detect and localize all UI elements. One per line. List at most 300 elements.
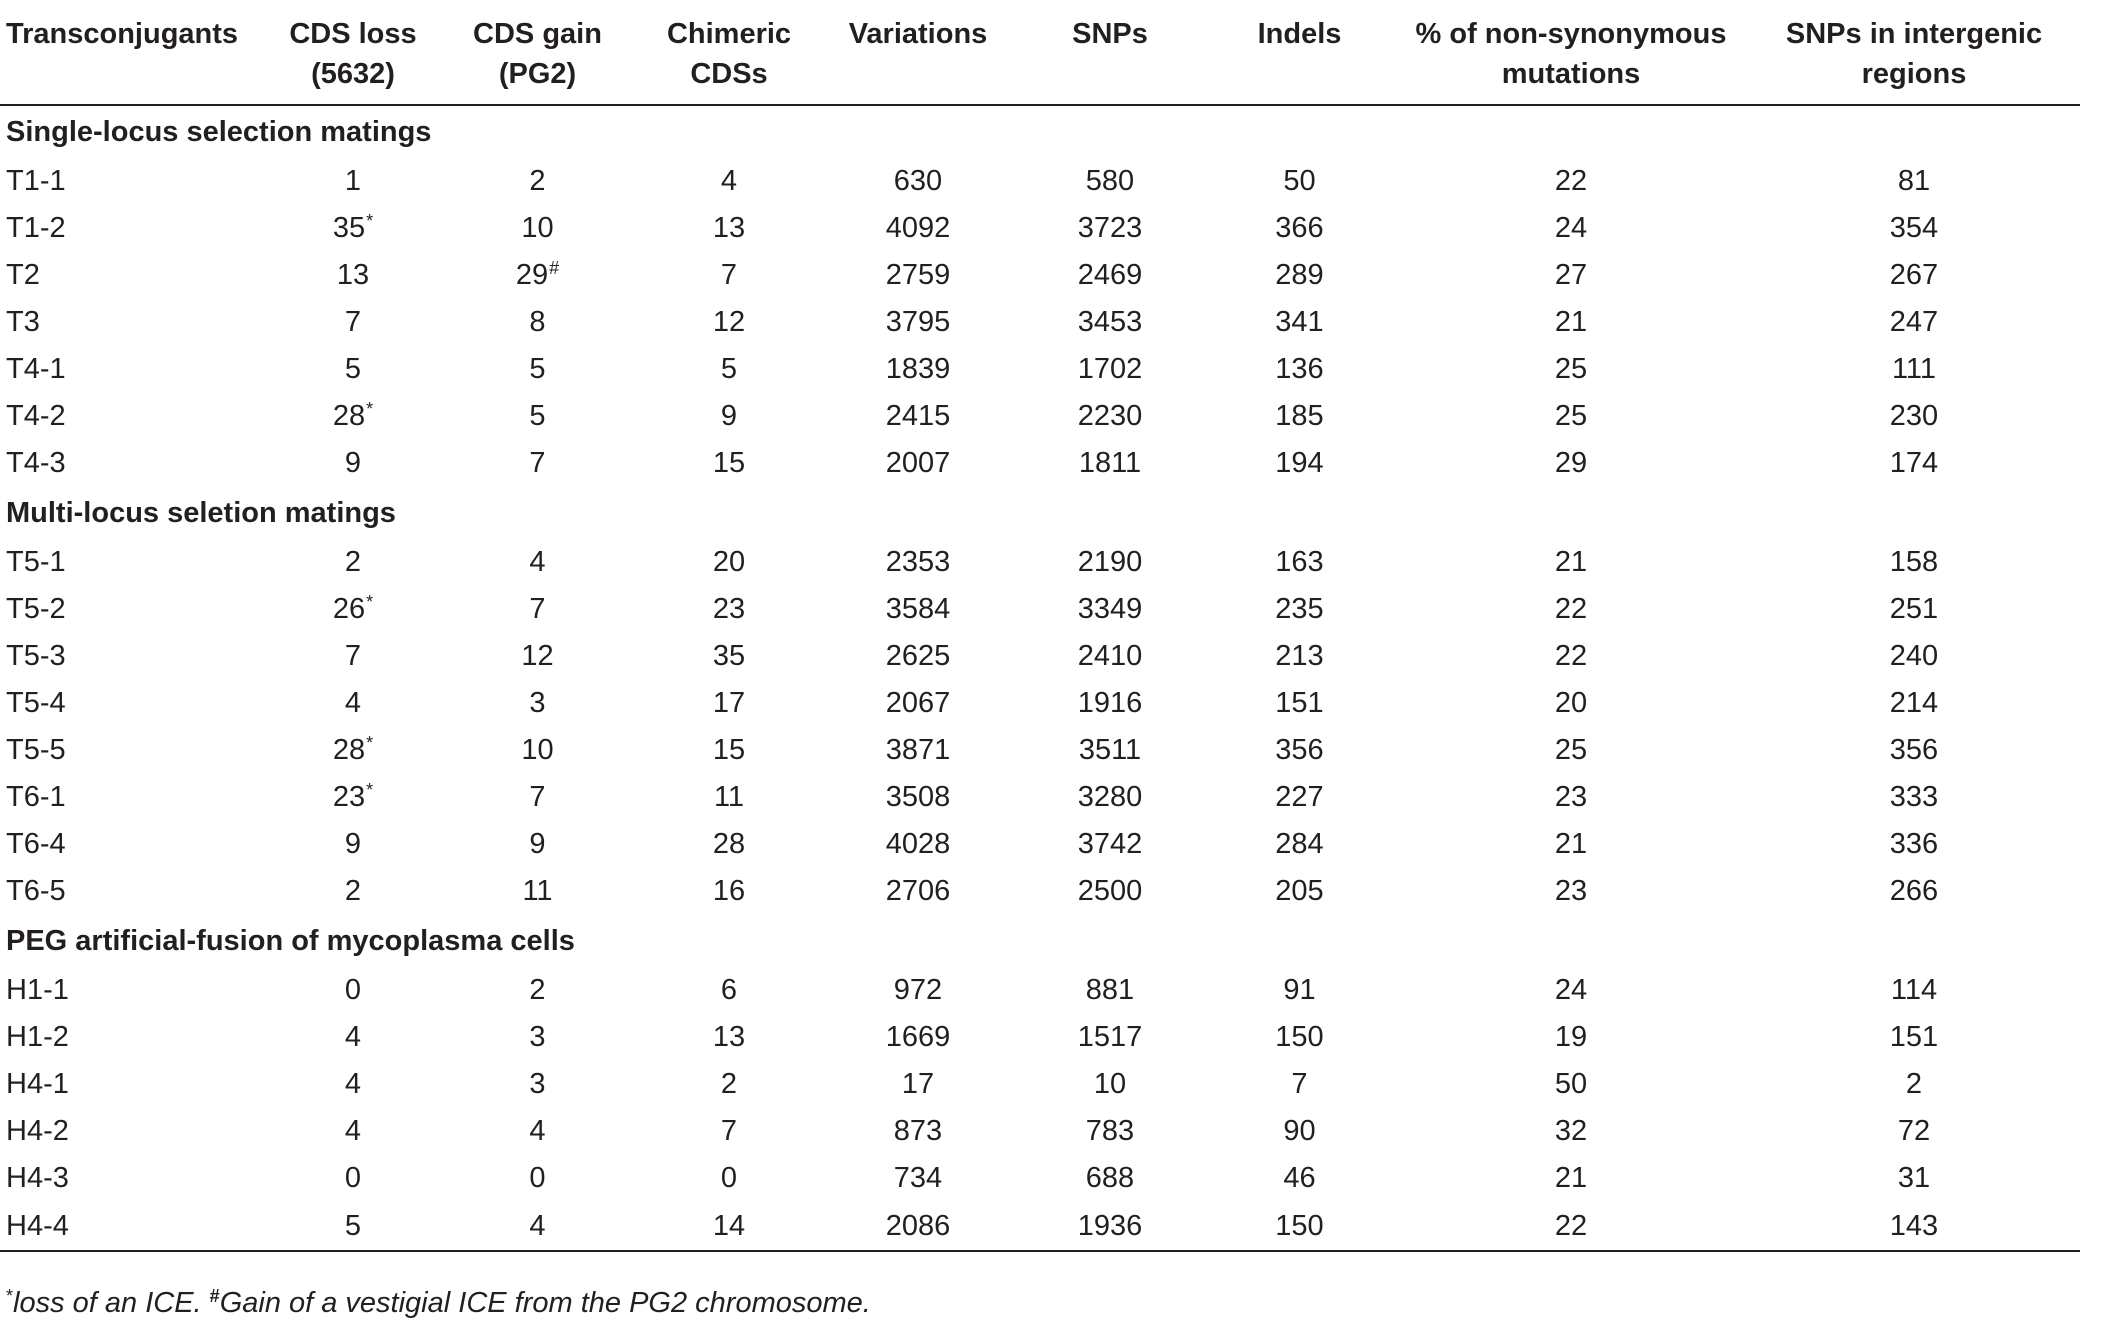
cell-variations: [821, 967, 1015, 1014]
cell-value: 25: [1554, 400, 1588, 432]
footnote-marker: *: [366, 211, 374, 231]
cell-cds-gain: [438, 1061, 637, 1108]
cell-transconjugant: [0, 252, 268, 299]
cell-value: 5: [344, 1209, 362, 1242]
cell-indels: [1205, 1061, 1394, 1108]
table-row: [0, 680, 2080, 727]
cell-value: 4: [529, 546, 546, 578]
table-row: [0, 727, 2080, 774]
section-title: Multi-locus seletion matings: [6, 496, 396, 529]
cell-value: 72: [1897, 1115, 1931, 1147]
cell-value: 29: [1554, 447, 1588, 479]
cell-indels: [1205, 440, 1394, 487]
cell-indels: [1205, 868, 1394, 915]
cell-value: 151: [1275, 687, 1324, 719]
cell-value: 284: [1275, 828, 1324, 860]
cell-indels: [1205, 1108, 1394, 1155]
cell-snps: [1015, 440, 1205, 487]
cell-non-synonymous-pct: [1394, 1155, 1748, 1202]
cell-value: 4: [720, 165, 738, 197]
table-footnote: [6, 1287, 871, 1320]
cell-cds-gain: [438, 774, 637, 821]
cell-value: 580: [1085, 165, 1135, 197]
cell-intergenic-snps: [1748, 252, 2080, 299]
cell-non-synonymous-pct: [1394, 158, 1748, 205]
cell-cds-loss: [268, 680, 438, 727]
cell-transconjugant: [0, 1014, 268, 1061]
cell-intergenic-snps: [1748, 1155, 2080, 1202]
cell-intergenic-snps: [1748, 821, 2080, 868]
cell-intergenic-snps: [1748, 205, 2080, 252]
cell-cds-loss: [268, 252, 438, 299]
cell-value: 4: [344, 1115, 362, 1147]
cell-value: 213: [1275, 640, 1324, 672]
cell-value: 2086: [885, 1209, 951, 1242]
table-body: [0, 105, 2080, 1251]
cell-indels: [1205, 393, 1394, 440]
footnote-text-ice-gain: Gain of a vestigial ICE from the PG2 chromosome.: [219, 1287, 871, 1319]
cell-value: 2410: [1077, 640, 1143, 672]
cell-value: 13: [712, 212, 746, 244]
footnote-marker: *: [366, 592, 374, 612]
section-title: PEG artificial-fusion of mycoplasma cells: [6, 924, 575, 957]
cell-value: 2500: [1077, 875, 1143, 907]
cell-value: 15: [712, 734, 746, 766]
cell-chimeric-cdss: [637, 727, 821, 774]
cell-value: 20: [712, 546, 746, 578]
table-row: [0, 393, 2080, 440]
cell-value: T5-2: [6, 593, 66, 625]
cell-value: 22: [1554, 640, 1588, 672]
table-row: [0, 1014, 2080, 1061]
cell-value: 2: [529, 974, 546, 1006]
cell-value: 7: [529, 447, 546, 479]
cell-value: 3723: [1077, 212, 1143, 244]
cell-value: 4: [344, 1068, 362, 1100]
cell-value: 881: [1085, 974, 1135, 1006]
cell-cds-loss: [268, 868, 438, 915]
column-header-transconjugants: Transconjugants: [0, 0, 268, 105]
cell-value: 0: [720, 1162, 738, 1194]
cell-chimeric-cdss: [637, 586, 821, 633]
cell-indels: [1205, 821, 1394, 868]
cell-variations: [821, 1061, 1015, 1108]
cell-indels: [1205, 680, 1394, 727]
table-row: [0, 1155, 2080, 1202]
cell-cds-gain: [438, 680, 637, 727]
cell-value: 10: [1093, 1068, 1127, 1100]
column-header-snps: SNPs: [1015, 0, 1205, 105]
cell-variations: [821, 868, 1015, 915]
cell-cds-gain: [438, 1108, 637, 1155]
cell-value: 341: [1275, 306, 1324, 338]
cell-value: 2: [720, 1068, 738, 1100]
cell-cds-gain: [438, 158, 637, 205]
cell-value: 3: [529, 687, 546, 719]
column-header-chimeric-cdss: Chimeric CDSs: [637, 0, 821, 105]
cell-chimeric-cdss: [637, 252, 821, 299]
cell-value: 2706: [885, 875, 951, 907]
cell-snps: [1015, 205, 1205, 252]
cell-variations: [821, 205, 1015, 252]
cell-value: 3871: [885, 734, 951, 766]
cell-non-synonymous-pct: [1394, 680, 1748, 727]
cell-snps: [1015, 539, 1205, 586]
cell-value: 28: [712, 828, 746, 860]
cell-value: 27: [1554, 259, 1588, 291]
cell-transconjugant: [0, 586, 268, 633]
cell-value: 50: [1283, 165, 1316, 197]
cell-value: 4: [344, 1021, 362, 1053]
cell-variations: [821, 821, 1015, 868]
cell-intergenic-snps: [1748, 393, 2080, 440]
footnote-marker: *: [366, 780, 374, 800]
cell-cds-gain: [438, 1202, 637, 1251]
cell-value: 9: [344, 447, 362, 479]
cell-value: 28: [332, 734, 366, 766]
cell-chimeric-cdss: [637, 1014, 821, 1061]
cell-value: H4-2: [6, 1115, 69, 1147]
column-header-cds-loss: CDS loss (5632): [268, 0, 438, 105]
cell-value: 194: [1275, 447, 1324, 479]
cell-indels: [1205, 727, 1394, 774]
cell-value: 2: [344, 546, 362, 578]
cell-value: 2469: [1077, 259, 1143, 291]
table-row: [0, 586, 2080, 633]
cell-intergenic-snps: [1748, 967, 2080, 1014]
column-header-intergenic-snps: SNPs in intergenic regions: [1748, 0, 2080, 105]
table-row: [0, 1061, 2080, 1108]
cell-variations: [821, 1155, 1015, 1202]
footnote-marker: #: [549, 258, 560, 278]
cell-value: H4-3: [6, 1162, 69, 1194]
cell-indels: [1205, 774, 1394, 821]
cell-value: 23: [712, 593, 746, 625]
cell-value: T1-2: [6, 212, 66, 244]
cell-value: 21: [1554, 1162, 1588, 1194]
cell-value: H1-1: [6, 974, 69, 1006]
cell-value: 158: [1889, 546, 1939, 578]
cell-value: 23: [332, 781, 366, 813]
cell-value: 289: [1275, 259, 1324, 291]
cell-cds-gain: [438, 440, 637, 487]
footnote-marker: *: [366, 399, 374, 419]
cell-value: 174: [1889, 447, 1939, 479]
cell-value: 336: [1889, 828, 1939, 860]
cell-chimeric-cdss: [637, 299, 821, 346]
cell-indels: [1205, 158, 1394, 205]
cell-value: 1669: [885, 1021, 951, 1053]
cell-value: 2: [529, 165, 546, 197]
cell-value: 354: [1889, 212, 1939, 244]
cell-transconjugant: [0, 299, 268, 346]
cell-transconjugant: [0, 1108, 268, 1155]
cell-value: 81: [1897, 165, 1931, 197]
cell-value: 1517: [1077, 1021, 1143, 1053]
cell-snps: [1015, 252, 1205, 299]
cell-cds-loss: [268, 1014, 438, 1061]
cell-snps: [1015, 1155, 1205, 1202]
cell-intergenic-snps: [1748, 440, 2080, 487]
cell-value: 0: [344, 974, 362, 1006]
cell-value: 8: [529, 306, 546, 338]
cell-indels: [1205, 252, 1394, 299]
cell-value: 247: [1889, 306, 1939, 338]
cell-snps: [1015, 1202, 1205, 1251]
cell-value: 783: [1085, 1115, 1135, 1147]
cell-value: 150: [1275, 1209, 1324, 1242]
cell-value: 111: [1891, 353, 1937, 385]
cell-cds-gain: [438, 967, 637, 1014]
cell-cds-loss: [268, 633, 438, 680]
cell-non-synonymous-pct: [1394, 346, 1748, 393]
cell-value: 46: [1283, 1162, 1316, 1194]
cell-intergenic-snps: [1748, 774, 2080, 821]
cell-value: 22: [1554, 165, 1588, 197]
cell-value: 2759: [885, 259, 951, 291]
cell-value: 22: [1554, 1209, 1588, 1242]
cell-variations: [821, 1202, 1015, 1251]
cell-non-synonymous-pct: [1394, 633, 1748, 680]
cell-non-synonymous-pct: [1394, 727, 1748, 774]
cell-value: 136: [1275, 353, 1324, 385]
cell-value: 11: [522, 875, 553, 907]
footnote-text-ice-loss: loss of an ICE.: [13, 1287, 210, 1319]
cell-snps: [1015, 346, 1205, 393]
cell-snps: [1015, 727, 1205, 774]
cell-value: 5: [529, 353, 546, 385]
cell-value: 356: [1275, 734, 1324, 766]
cell-intergenic-snps: [1748, 1061, 2080, 1108]
cell-value: 3280: [1077, 781, 1143, 813]
cell-snps: [1015, 158, 1205, 205]
cell-value: 17: [901, 1068, 935, 1100]
cell-non-synonymous-pct: [1394, 586, 1748, 633]
cell-intergenic-snps: [1748, 158, 2080, 205]
cell-variations: [821, 727, 1015, 774]
cell-chimeric-cdss: [637, 346, 821, 393]
cell-intergenic-snps: [1748, 346, 2080, 393]
cell-transconjugant: [0, 967, 268, 1014]
cell-value: 90: [1283, 1115, 1316, 1147]
cell-value: 333: [1889, 781, 1939, 813]
cell-transconjugant: [0, 774, 268, 821]
cell-snps: [1015, 967, 1205, 1014]
cell-value: T6-1: [6, 781, 66, 813]
cell-value: H4-1: [6, 1068, 69, 1100]
cell-cds-loss: [268, 539, 438, 586]
cell-value: 50: [1554, 1068, 1588, 1100]
table-row: [0, 868, 2080, 915]
cell-value: 9: [720, 400, 738, 432]
cell-chimeric-cdss: [637, 774, 821, 821]
cell-cds-gain: [438, 539, 637, 586]
cell-value: 26: [332, 593, 366, 625]
cell-cds-loss: [268, 205, 438, 252]
cell-value: 25: [1554, 734, 1588, 766]
cell-transconjugant: [0, 539, 268, 586]
cell-value: 1811: [1078, 447, 1142, 479]
cell-value: 1916: [1077, 687, 1143, 719]
cell-cds-gain: [438, 205, 637, 252]
cell-chimeric-cdss: [637, 821, 821, 868]
cell-transconjugant: [0, 1155, 268, 1202]
cell-value: 734: [893, 1162, 943, 1194]
cell-value: 0: [529, 1162, 546, 1194]
cell-indels: [1205, 205, 1394, 252]
cell-value: 2625: [885, 640, 951, 672]
cell-cds-loss: [268, 727, 438, 774]
cell-value: 214: [1889, 687, 1939, 719]
cell-non-synonymous-pct: [1394, 1108, 1748, 1155]
cell-indels: [1205, 299, 1394, 346]
cell-non-synonymous-pct: [1394, 774, 1748, 821]
cell-chimeric-cdss: [637, 633, 821, 680]
cell-transconjugant: [0, 633, 268, 680]
cell-value: 1839: [885, 353, 951, 385]
cell-value: 17: [712, 687, 746, 719]
table-row: [0, 205, 2080, 252]
footnote-mark-asterisk: *: [6, 1286, 14, 1306]
cell-non-synonymous-pct: [1394, 440, 1748, 487]
cell-value: 2415: [885, 400, 951, 432]
cell-cds-gain: [438, 346, 637, 393]
cell-value: 873: [893, 1115, 943, 1147]
cell-value: 3: [529, 1068, 546, 1100]
cell-cds-gain: [438, 586, 637, 633]
cell-value: T2: [6, 259, 40, 291]
cell-value: 25: [1554, 353, 1588, 385]
cell-indels: [1205, 967, 1394, 1014]
cell-snps: [1015, 299, 1205, 346]
cell-value: 7: [720, 259, 738, 291]
cell-value: 366: [1275, 212, 1324, 244]
cell-value: 4: [344, 687, 362, 719]
cell-transconjugant: [0, 346, 268, 393]
column-header-cds-gain: CDS gain (PG2): [438, 0, 637, 105]
cell-value: T4-2: [6, 400, 66, 432]
cell-value: T5-1: [6, 546, 66, 578]
cell-variations: [821, 1014, 1015, 1061]
cell-value: T4-3: [6, 447, 66, 479]
cell-value: 6: [720, 974, 738, 1006]
cell-cds-loss: [268, 158, 438, 205]
cell-intergenic-snps: [1748, 1108, 2080, 1155]
cell-intergenic-snps: [1748, 1014, 2080, 1061]
cell-value: 4: [529, 1115, 546, 1147]
cell-indels: [1205, 633, 1394, 680]
cell-value: 22: [1554, 593, 1588, 625]
cell-transconjugant: [0, 680, 268, 727]
cell-value: 24: [1554, 974, 1588, 1006]
cell-intergenic-snps: [1748, 539, 2080, 586]
cell-cds-gain: [438, 1155, 637, 1202]
cell-value: 10: [521, 734, 554, 766]
section-row: [0, 915, 2080, 967]
cell-value: 0: [344, 1162, 362, 1194]
cell-value: T5-4: [6, 687, 66, 719]
cell-intergenic-snps: [1748, 299, 2080, 346]
cell-intergenic-snps: [1748, 586, 2080, 633]
cell-value: 185: [1275, 400, 1324, 432]
cell-snps: [1015, 774, 1205, 821]
cell-transconjugant: [0, 1202, 268, 1251]
cell-value: 230: [1889, 400, 1939, 432]
cell-indels: [1205, 586, 1394, 633]
cell-value: 4028: [885, 828, 951, 860]
cell-cds-loss: [268, 1202, 438, 1251]
cell-cds-gain: [438, 633, 637, 680]
cell-cds-loss: [268, 393, 438, 440]
cell-value: 2: [344, 875, 362, 907]
cell-chimeric-cdss: [637, 680, 821, 727]
cell-value: H1-2: [6, 1021, 69, 1053]
cell-non-synonymous-pct: [1394, 1061, 1748, 1108]
cell-value: 7: [344, 306, 362, 338]
table-row: [0, 1202, 2080, 1251]
cell-indels: [1205, 1155, 1394, 1202]
cell-variations: [821, 393, 1015, 440]
cell-value: 14: [712, 1209, 746, 1242]
cell-value: 9: [344, 828, 362, 860]
cell-value: 3584: [885, 593, 951, 625]
table-row: [0, 252, 2080, 299]
cell-value: 7: [1291, 1068, 1308, 1100]
cell-value: 21: [1554, 306, 1588, 338]
cell-value: 267: [1889, 259, 1939, 291]
cell-chimeric-cdss: [637, 440, 821, 487]
cell-cds-loss: [268, 440, 438, 487]
cell-value: 2067: [885, 687, 951, 719]
cell-snps: [1015, 680, 1205, 727]
cell-chimeric-cdss: [637, 1155, 821, 1202]
cell-non-synonymous-pct: [1394, 821, 1748, 868]
cell-value: 35: [332, 212, 366, 244]
cell-value: 240: [1889, 640, 1939, 672]
cell-variations: [821, 1108, 1015, 1155]
cell-value: 12: [712, 306, 746, 338]
cell-intergenic-snps: [1748, 868, 2080, 915]
table-row: [0, 821, 2080, 868]
cell-value: 32: [1554, 1115, 1588, 1147]
cell-intergenic-snps: [1748, 727, 2080, 774]
cell-value: 15: [712, 447, 746, 479]
cell-value: 10: [521, 212, 554, 244]
cell-value: 3795: [885, 306, 951, 338]
cell-intergenic-snps: [1748, 1202, 2080, 1251]
cell-intergenic-snps: [1748, 633, 2080, 680]
cell-value: 31: [1897, 1162, 1931, 1194]
cell-value: 143: [1889, 1209, 1939, 1242]
cell-variations: [821, 346, 1015, 393]
cell-cds-loss: [268, 346, 438, 393]
cell-snps: [1015, 1061, 1205, 1108]
cell-non-synonymous-pct: [1394, 868, 1748, 915]
cell-value: 24: [1554, 212, 1588, 244]
cell-value: 630: [893, 165, 943, 197]
cell-value: 11: [713, 781, 745, 813]
cell-value: 2: [1905, 1068, 1923, 1100]
cell-cds-loss: [268, 1061, 438, 1108]
cell-chimeric-cdss: [637, 393, 821, 440]
table-row: [0, 440, 2080, 487]
cell-value: 3511: [1078, 734, 1142, 766]
cell-value: T6-4: [6, 828, 66, 860]
cell-transconjugant: [0, 440, 268, 487]
section-title: Single-locus selection matings: [6, 115, 432, 148]
cell-value: 251: [1889, 593, 1939, 625]
cell-value: 3742: [1077, 828, 1143, 860]
